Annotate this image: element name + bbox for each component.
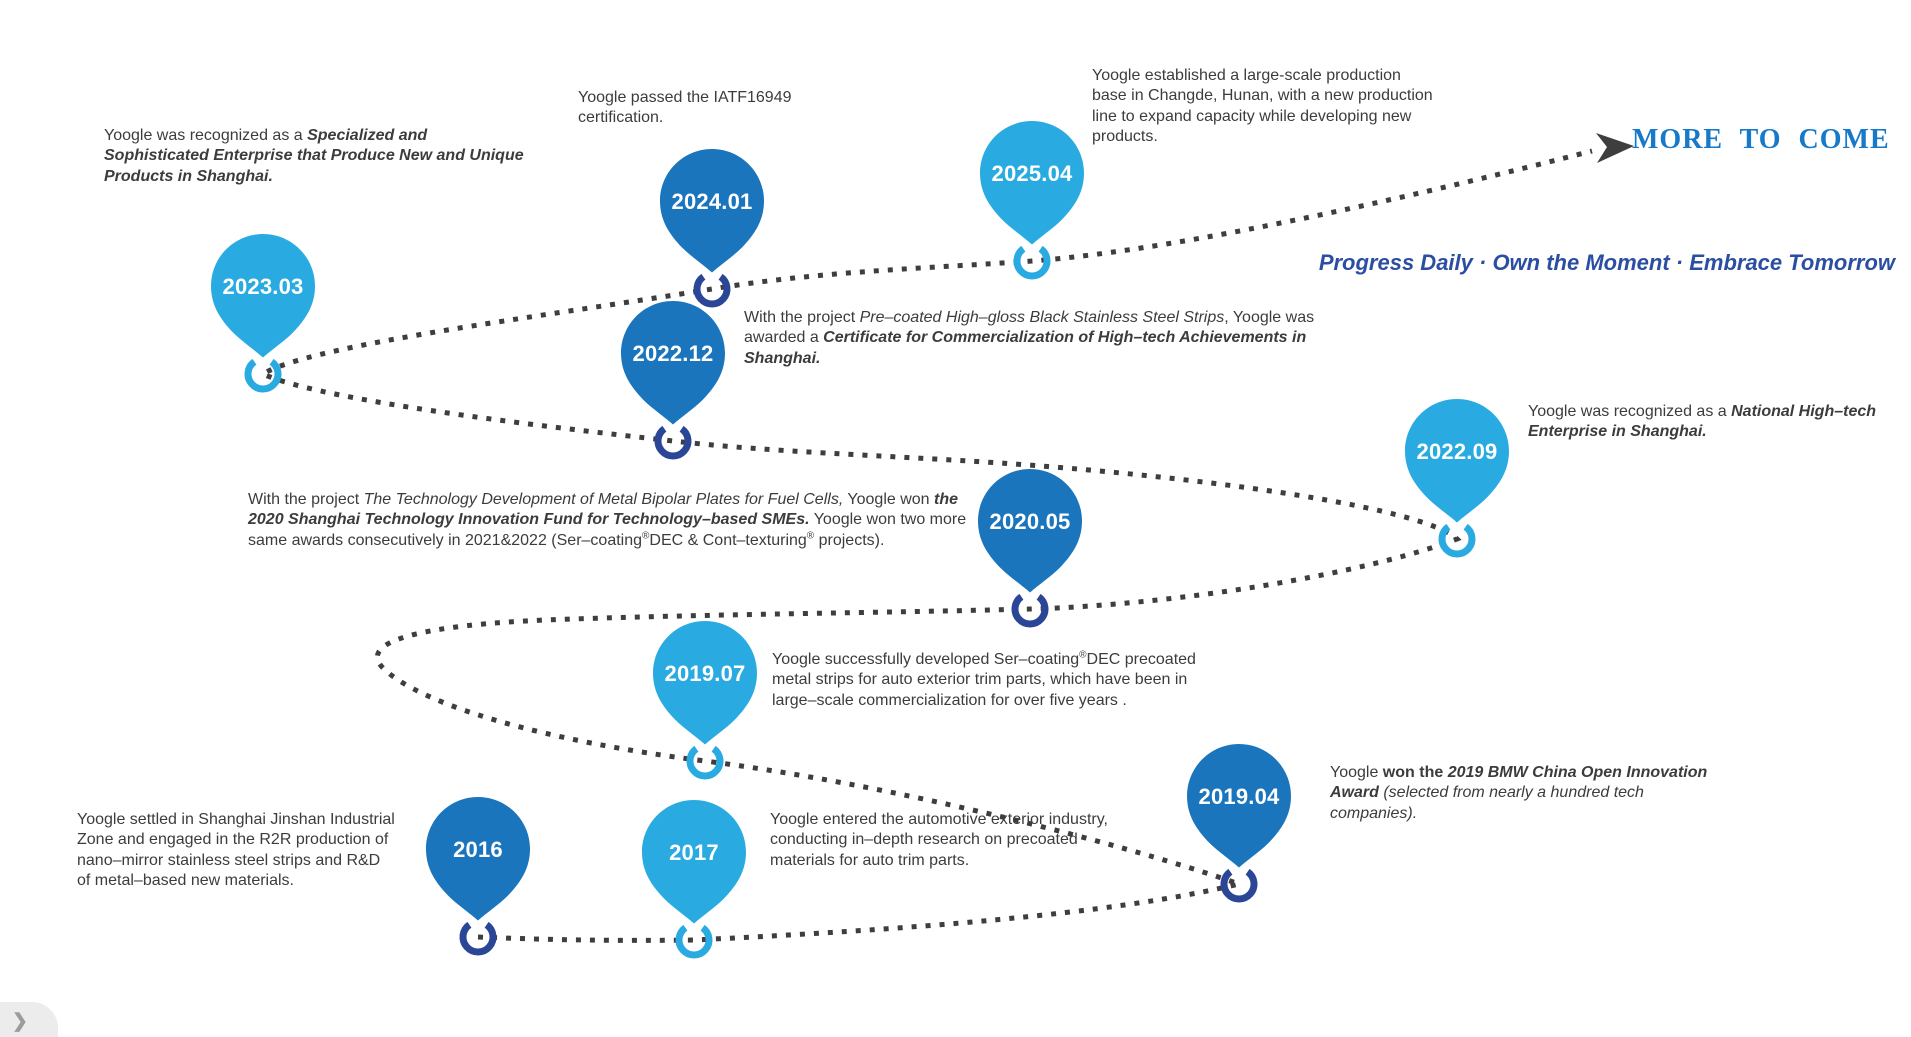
milestone-date: 2025.04 <box>991 161 1073 186</box>
pin-ring <box>463 925 493 952</box>
milestone-note-2019.07: Yoogle successfully developed Ser–coating®DEC precoated metal strips for auto exterior trim parts, which have been in large–scale commercialization for over five years . <box>772 649 1196 709</box>
pin-ring <box>1224 872 1254 899</box>
milestone-date: 2017 <box>669 840 719 865</box>
milestone-pin-2025.04 <box>977 120 1087 280</box>
milestone-note-2022.09: Yoogle was recognized as a National High–tech Enterprise in Shanghai. <box>1528 403 1877 441</box>
milestone-pin-2019.04 <box>1184 743 1294 903</box>
pin-ring <box>1017 249 1047 276</box>
milestone-pin-2022.12 <box>618 300 728 460</box>
milestone-pin-2019.07 <box>650 620 760 780</box>
milestone-note-2017: Yoogle entered the automotive exterior industry, conducting in–depth research on precoated materials for auto trim parts. <box>770 811 1108 869</box>
pin-ring <box>1442 527 1472 554</box>
milestone-pin-2023.03 <box>208 233 318 393</box>
pin-ring <box>1015 597 1045 624</box>
pin-ring <box>658 429 688 456</box>
more-to-come-label: MORE TO COME <box>1632 124 1890 155</box>
milestone-date: 2023.03 <box>222 274 304 299</box>
milestone-pin-2024.01 <box>657 148 767 308</box>
milestone-date: 2022.09 <box>1416 439 1498 464</box>
milestone-note-2023.03: Yoogle was recognized as a Specialized and Sophisticated Enterprise that Produce New and Unique Products in Shanghai. <box>104 127 524 185</box>
milestone-date: 2016 <box>453 837 503 862</box>
chevron-right-icon: ❯ <box>12 1011 28 1032</box>
pin-ring <box>679 928 709 955</box>
milestone-pin-2022.09 <box>1402 398 1512 558</box>
milestone-pin-2017 <box>639 799 749 959</box>
milestone-note-2025.04: Yoogle established a large-scale production base in Changde, Hunan, with a new production line to expand capacity while developing new products. <box>1092 67 1433 146</box>
milestone-date: 2024.01 <box>671 189 753 214</box>
milestone-date: 2022.12 <box>632 341 714 366</box>
pin-ring <box>690 749 720 776</box>
pin-ring <box>697 277 727 304</box>
milestone-note-2020.05: With the project The Technology Development of Metal Bipolar Plates for Fuel Cells, Yoogle won the 2020 Shanghai Technology Innovation Fund for Technology–based SMEs. Yoogle won two more same awards consecutively in 2021&2022 (Ser–coating®DEC & Cont–texturing® projects). <box>248 491 967 549</box>
slogan: Progress Daily · Own the Moment · Embrace Tomorrow <box>1318 250 1895 275</box>
milestone-note-2024.01: Yoogle passed the IATF16949 certification. <box>578 89 792 127</box>
milestone-pin-2016 <box>423 796 533 956</box>
pin-ring <box>248 362 278 389</box>
milestone-date: 2019.04 <box>1198 784 1280 809</box>
milestone-pin-2020.05 <box>975 468 1085 628</box>
milestone-date: 2019.07 <box>664 661 746 686</box>
milestone-date: 2020.05 <box>989 509 1071 534</box>
milestone-note-2016: Yoogle settled in Shanghai Jinshan Industrial Zone and engaged in the R2R production of nano–mirror stainless steel strips and R&D of metal–based new materials. <box>77 811 395 890</box>
milestone-note-2019.04: Yoogle won the 2019 BMW China Open Innovation Award (selected from nearly a hundred tech companies). <box>1330 764 1708 822</box>
milestone-note-2022.12: With the project Pre–coated High–gloss Black Stainless Steel Strips, Yoogle was awarded a Certificate for Commercialization of High–tech Achievements in Shanghai. <box>744 309 1315 367</box>
